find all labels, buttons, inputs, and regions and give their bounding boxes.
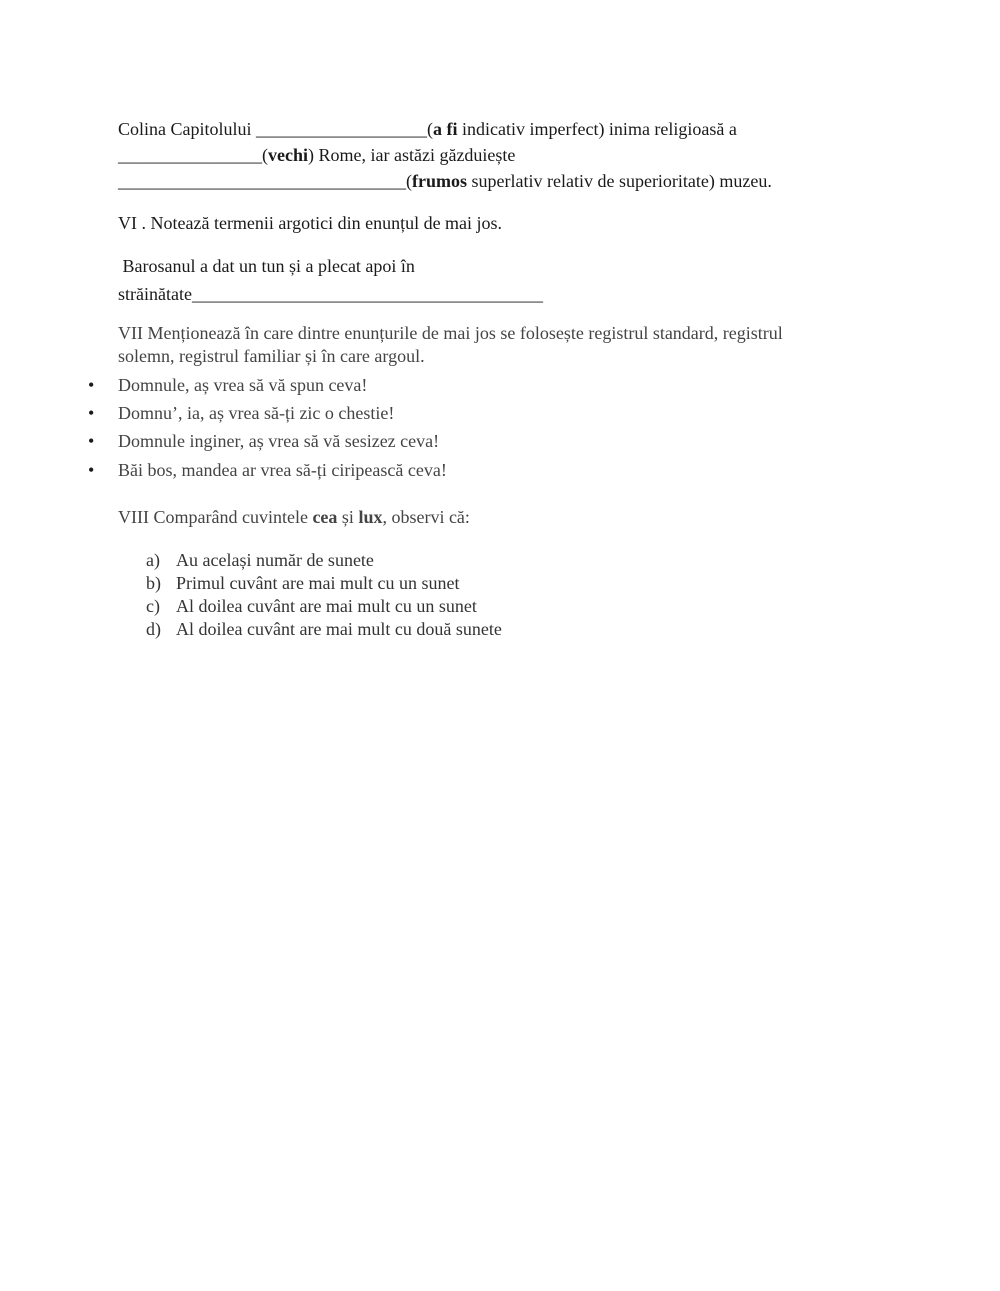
ex8-word-1: cea: [312, 507, 338, 527]
ex5-text: ________________________________(: [118, 171, 412, 191]
ex8-heading-text: VIII Comparând cuvintele: [118, 507, 313, 527]
option-text: Al doilea cuvânt are mai mult cu un sunet: [176, 596, 477, 616]
ex8-heading-text: și: [337, 507, 359, 527]
ex8-heading: [118, 506, 470, 528]
option-text: Primul cuvânt are mai mult cu un sunet: [176, 573, 460, 593]
ex5-text: ) Rome, iar astăzi găzduiește: [308, 145, 516, 165]
ex7-bullet-item: Domnule, aș vrea să vă spun ceva!: [118, 375, 368, 395]
bullet-icon: •: [88, 431, 95, 451]
ex5-line-1: [118, 118, 737, 140]
option-text: Au același număr de sunete: [176, 550, 374, 570]
option-text: Al doilea cuvânt are mai mult cu două sunete: [176, 619, 502, 639]
ex6-heading: VI . Notează termenii argotici din enunțul de mai jos.: [118, 213, 503, 233]
ex7-heading-line-2: solemn, registrul familiar și în care argoul.: [118, 346, 425, 366]
bullet-icon: •: [88, 375, 95, 395]
bullet-icon: •: [88, 403, 95, 423]
option-letter: d): [146, 619, 161, 639]
ex7-bullet-item: Domnule inginer, aș vrea să vă sesizez ceva!: [118, 431, 440, 451]
ex5-line-2: [118, 144, 515, 166]
option-letter: a): [146, 550, 160, 570]
ex7-bullet-item: Băi bos, mandea ar vrea să-ți ciripească ceva!: [118, 460, 447, 480]
option-letter: b): [146, 573, 161, 593]
ex5-text: ________________(: [118, 145, 268, 165]
bullet-icon: •: [88, 460, 95, 480]
ex8-word-2: lux: [358, 507, 383, 527]
ex5-line-3: [118, 170, 772, 192]
ex5-keyword: a fi: [433, 119, 458, 139]
option-letter: c): [146, 596, 160, 616]
ex5-text: superlativ relativ de superioritate) muzeu.: [467, 171, 772, 191]
ex5-keyword: vechi: [268, 145, 308, 165]
ex7-heading-line-1: VII Menționează în care dintre enunțurile de mai jos se folosește registrul standard, registrul: [118, 323, 783, 343]
ex6-sentence-line-2: străinătate_______________________________________: [118, 284, 543, 304]
ex8-heading-text: , observi că:: [382, 507, 470, 527]
ex5-text: Colina Capitolului ___________________(: [118, 119, 433, 139]
ex6-sentence-line-1: Barosanul a dat un tun și a plecat apoi în: [118, 256, 415, 276]
ex5-keyword: frumos: [412, 171, 467, 191]
ex5-text: indicativ imperfect) inima religioasă a: [457, 119, 737, 139]
ex7-bullet-item: Domnu’, ia, aș vrea să-ți zic o chestie!: [118, 403, 395, 423]
